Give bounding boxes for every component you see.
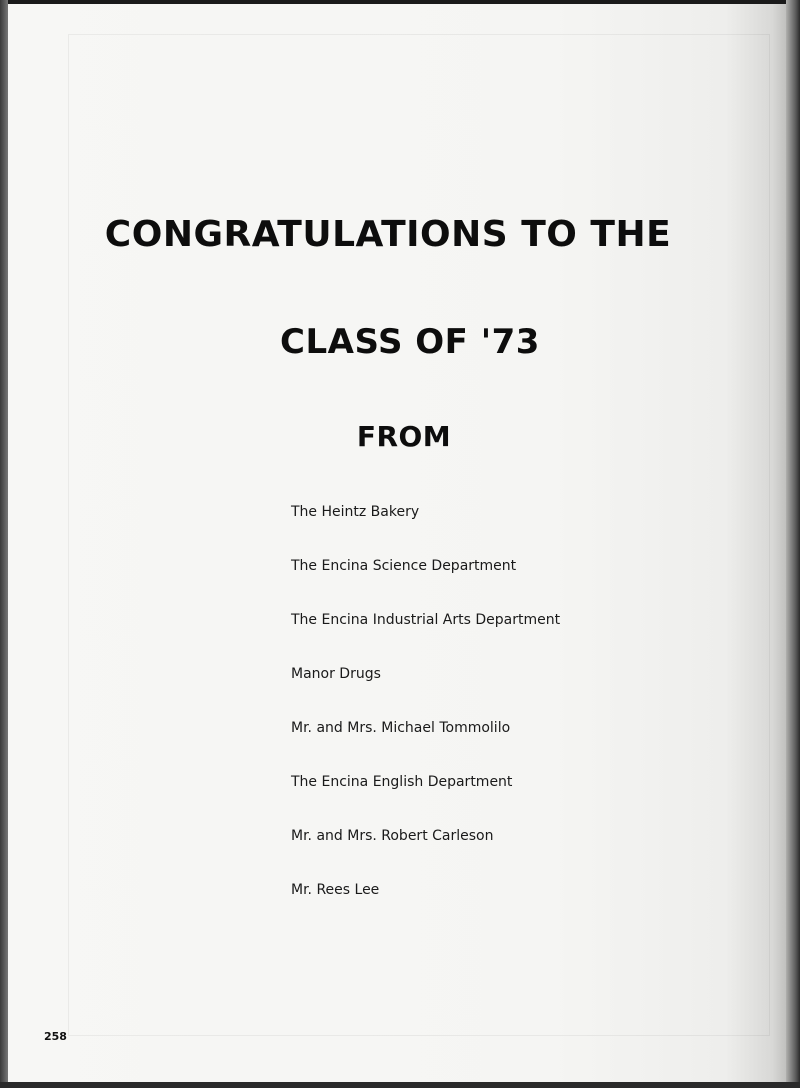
yearbook-page [8,4,788,1082]
sponsor-item: The Encina English Department [291,774,513,790]
sponsor-list [291,502,560,934]
sponsor-item: The Encina Science Department [291,558,517,574]
heading-congratulations: CONGRATULATIONS TO THE [104,214,672,255]
heading-class-of: CLASS OF '73 [280,322,540,362]
page-binding-edge [0,0,8,1088]
sponsor-item: Manor Drugs [291,666,381,682]
sponsor-item: The Encina Industrial Arts Department [291,612,561,628]
sponsor-item: Mr. and Mrs. Robert Carleson [291,828,494,844]
page-number: 258 [44,1030,67,1043]
sponsor-item: Mr. Rees Lee [291,882,380,898]
sponsor-item: Mr. and Mrs. Michael Tommolilo [291,720,511,736]
heading-from: FROM [356,420,452,453]
page-bottom-edge [0,1082,800,1088]
sponsor-item: The Heintz Bakery [291,504,420,520]
page-gutter-shadow [786,0,800,1088]
